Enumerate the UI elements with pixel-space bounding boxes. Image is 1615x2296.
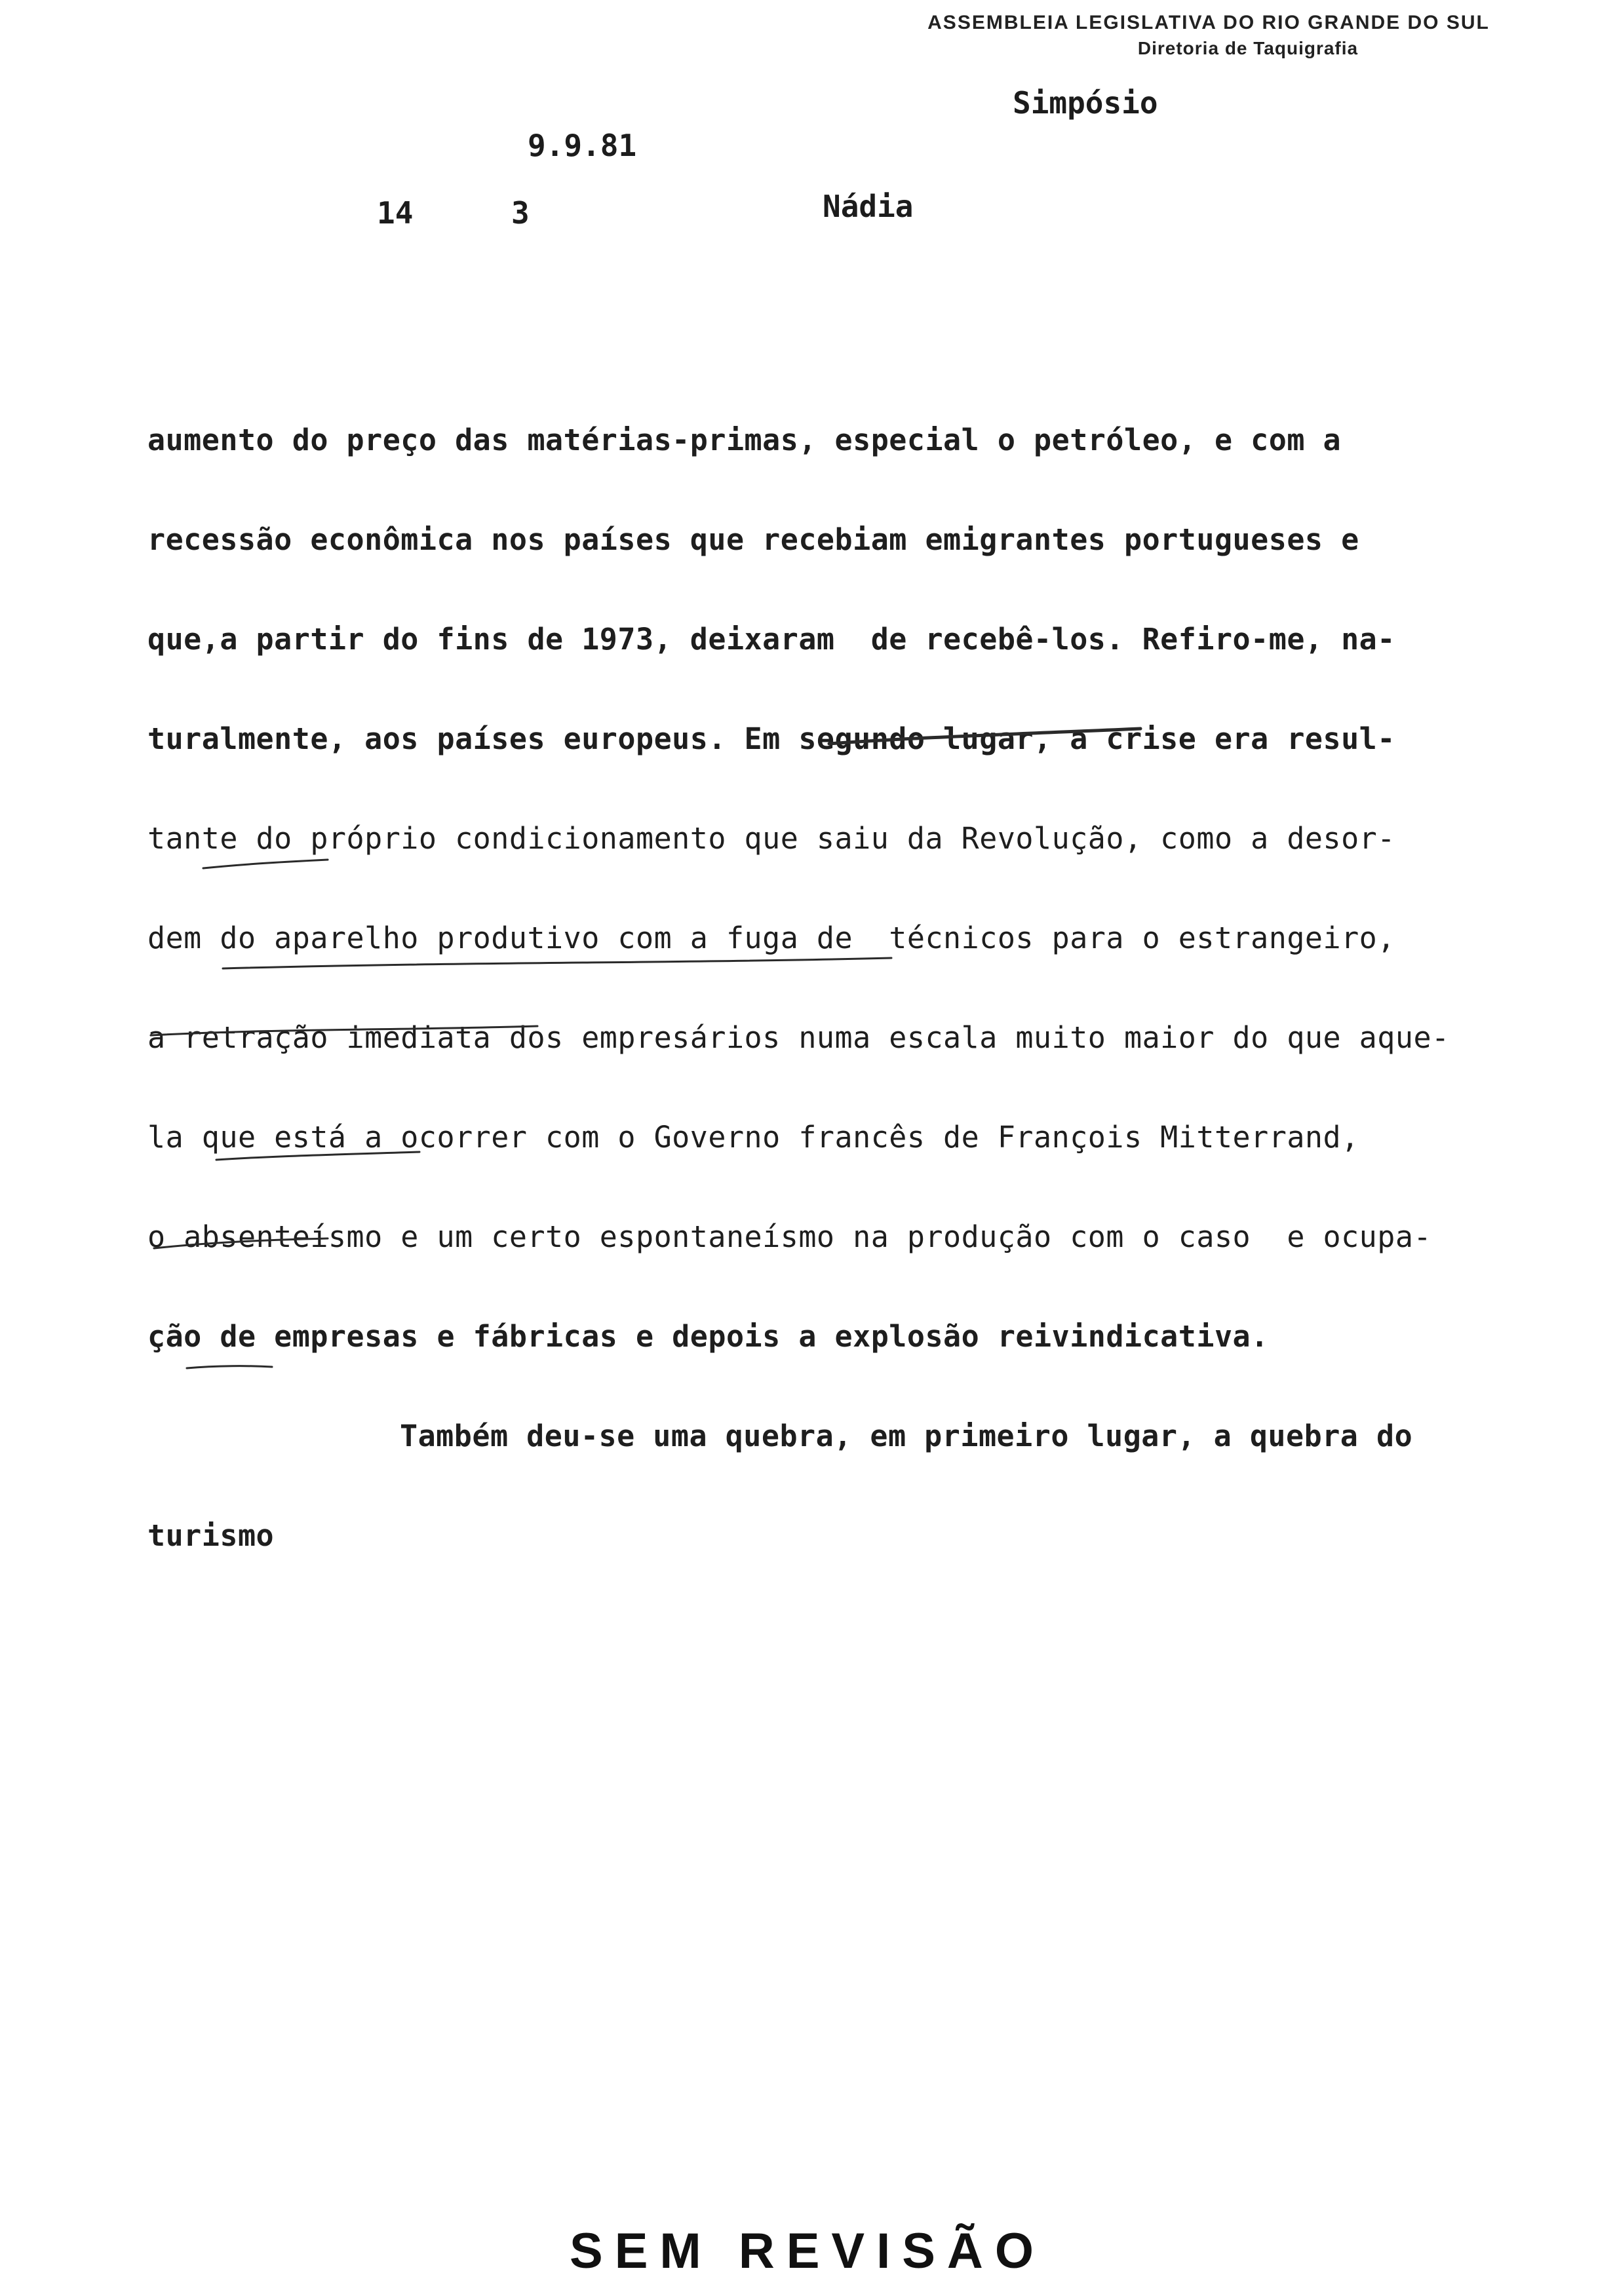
transcript-line: a retração imediata dos empresários numa escala muito maior do que aque-	[147, 1020, 1450, 1055]
session-date: 9.9.81	[528, 128, 637, 163]
stenographer-name: Nádia	[823, 189, 914, 224]
transcript-line: la que está a ocorrer com o Governo francês de François Mitterrand,	[147, 1120, 1359, 1155]
transcript-line: ção de empresas e fábricas e depois a explosão reivindicativa.	[147, 1319, 1269, 1354]
event-title: Simpósio	[1013, 85, 1158, 121]
transcript-body	[147, 391, 1530, 1586]
transcript-line: que,a partir do fins de 1973, deixaram de recebê-los. Refiro-me, na-	[147, 622, 1395, 657]
paragraph-line: turismo	[147, 1518, 275, 1553]
no-revision-stamp: SEM REVISÃO	[570, 2223, 1045, 2279]
department-name: Diretoria de Taquigrafia	[1137, 38, 1359, 58]
transcript-line: o absenteísmo e um certo espontaneísmo na produção com o caso e ocupa-	[147, 1219, 1432, 1254]
transcript-line: tante do próprio condicionamento que saiu da Revolução, como a desor-	[147, 821, 1395, 856]
paragraph-line: Também deu-se uma quebra, em primeiro lugar, a quebra do	[400, 1419, 1413, 1453]
transcript-line: recessão econômica nos países que recebiam emigrantes portugueses e	[147, 522, 1359, 557]
page-number: 14	[377, 195, 414, 231]
roll-number: 3	[511, 195, 530, 231]
organization-name: ASSEMBLEIA LEGISLATIVA DO RIO GRANDE DO SUL	[927, 12, 1490, 33]
transcript-line: turalmente, aos países europeus. Em segundo lugar, a crise era resul-	[147, 721, 1395, 756]
transcript-line: aumento do preço das matérias-primas, especial o petróleo, e com a	[147, 423, 1342, 457]
transcript-line: dem do aparelho produtivo com a fuga de técnicos para o estrangeiro,	[147, 921, 1395, 955]
letterhead	[881, 12, 1536, 59]
